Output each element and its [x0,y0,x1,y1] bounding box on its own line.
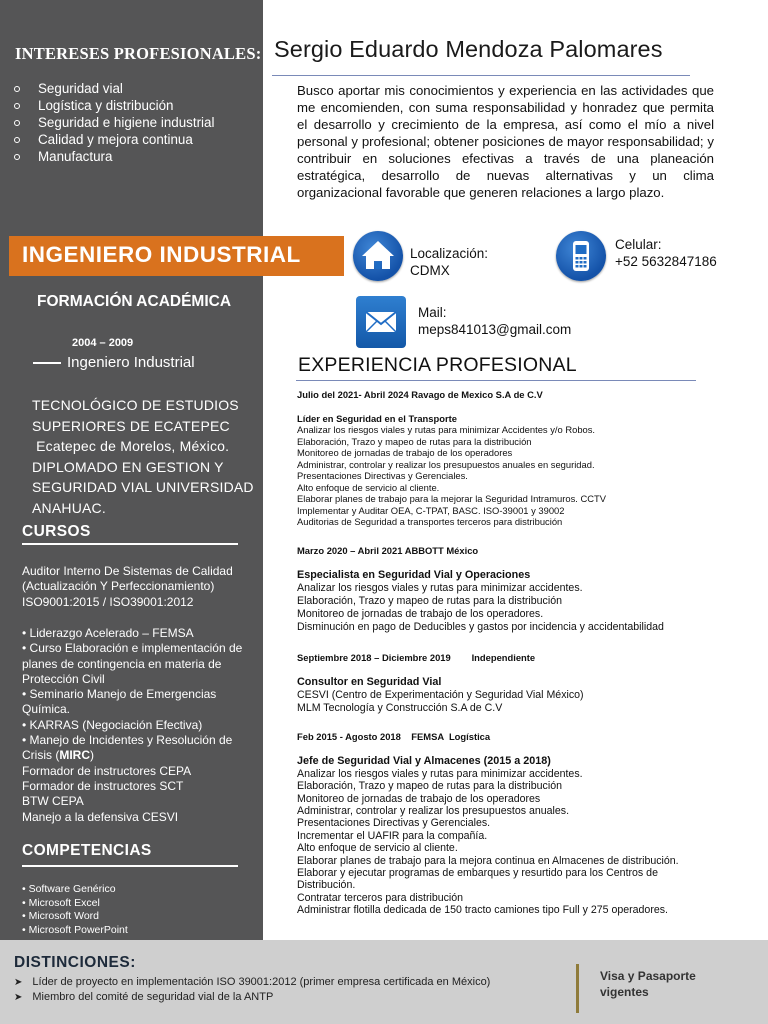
courses-title: CURSOS [22,523,91,540]
duty-item: Analizar los riesgos viales y rutas para minimizar accidentes. [297,582,583,594]
envelope-icon [356,296,406,348]
duty-item: Elaboración, Trazo y mapeo de rutas para la distribución [297,435,532,447]
circle-bullet-icon [14,103,20,109]
duty-item: Presentaciones Directivas y Gerenciales. [297,470,468,481]
list-item: Manejo a la defensiva CESVI [22,809,179,824]
list-item: Formador de instructores SCT [22,778,184,793]
visa-note: Visa y Pasaporte vigentes [600,969,696,999]
job-period: Septiembre 2018 – Diciembre 2019 Independiente [297,652,536,663]
job-role: Especialista en Seguridad Vial y Operaciones [297,569,531,581]
list-item: • Manejo de Incidentes y Resolución de Crisis (MIRC) [22,733,233,763]
list-item: Formador de instructores CEPA [22,763,192,778]
competencies-divider [22,865,238,867]
vertical-divider [576,964,579,1013]
competencies-title: COMPETENCIAS [22,842,152,859]
list-item: • Microsoft Word [22,910,99,922]
duty-item: Elaborar planes de trabajo para la mejorar la Seguridad Intramuros. CCTV [297,493,607,504]
education-years: 2004 – 2009 [72,337,134,349]
list-item: Calidad y mejora continua [14,131,214,148]
mail-value[interactable]: meps841013@gmail.com [418,322,572,337]
location-label: Localización: [410,246,489,261]
courses-intro: Auditor Interno De Sistemas de Calidad (Actualización Y Perfeccionamiento) ISO9001:2015 / ISO39001:2012 [22,564,233,609]
duty-item: Monitoreo de jornadas de trabajo de los operadores [297,447,513,458]
phone-label: Celular: [615,237,662,252]
list-item: • Microsoft Excel [22,896,100,909]
job-period: Feb 2015 - Agosto 2018 FEMSA Logística [297,731,491,742]
phone-value: +52 5632847186 [615,254,717,269]
list-item: • Curso Elaboración e implementación de planes de contingencia en materia de Protección Civil [22,641,243,686]
name-divider [272,75,690,76]
circle-bullet-icon [14,137,20,143]
duty-item: Incrementar el UAFIR para la compañía. [297,829,488,842]
duty-item: Analizar los riesgos viales y rutas para minimizar Accidentes y/o Robos. [297,424,596,435]
duty-item: Elaboración, Trazo y mapeo de rutas para la distribución [297,780,562,793]
distinctions-band [0,940,768,1024]
courses-list [22,626,257,825]
education-school: TECNOLÓGICO DE ESTUDIOS SUPERIORES DE ECATEPEC Ecatepec de Morelos, México. DIPLOMADO EN GESTION Y SEGURIDAD VIAL UNIVERSIDAD ANAHUAC. [32,397,254,516]
experience-entry [297,389,727,528]
experience-divider [296,380,696,381]
duty-item: Auditorias de Seguridad a transportes terceros para distribución [297,516,563,527]
duty-item: Implementar y Auditar OEA, C-TPAT, BASC. ISO-39001 y 39002 [297,504,565,516]
list-item: • Liderazgo Acelerado – FEMSA [22,626,194,640]
education-degree: Ingeniero Industrial [67,354,195,371]
duty-item: Elaborar y ejecutar programas de embarques y resurtido para los Centros de Distribución. [297,867,658,892]
sidebar [0,0,263,940]
duty-item: Administrar flotilla dedicada de 150 tracto camiones tipo Full y 275 operadores. [297,904,668,917]
list-item: • Microsoft PowerPoint [22,923,128,936]
list-item: • Seminario Manejo de Emergencias Química. [22,687,217,717]
arrow-bullet-icon: ➤ [14,977,23,988]
duty-item: Alto enfoque de servicio al cliente. [297,842,458,855]
candidate-name: Sergio Eduardo Mendoza Palomares [274,36,663,62]
duty-item: Administrar, controlar y realizar los presupuestos anuales. [297,805,570,818]
duty-item: Elaboración, Trazo y mapeo de rutas para la distribución [297,595,562,607]
list-item: ➤ Líder de proyecto en implementación ISO 39001:2012 (primer empresa certificada en México) [14,976,491,988]
circle-bullet-icon [14,154,20,160]
distinctions-title: DISTINCIONES: [14,954,136,971]
list-item: ➤ Miembro del comité de seguridad vial de la ANTP [14,991,274,1003]
job-period: Julio del 2021- Abril 2024 Ravago de Mexico S.A de C.V [297,389,543,400]
circle-bullet-icon [14,120,20,126]
experience-entry [297,731,727,917]
courses-divider [22,543,238,545]
education-title: FORMACIÓN ACADÉMICA [37,293,232,310]
mail-label: Mail: [418,305,447,320]
house-icon [353,231,403,281]
duty-item: Monitoreo de jornadas de trabajo de los operadores [297,792,541,805]
duty-item: MLM Tecnología y Construcción S.A de C.V [297,702,503,714]
duty-item: Monitoreo de jornadas de trabajo de los operadores. [297,608,544,620]
arrow-bullet-icon: ➤ [14,992,23,1003]
experience-title: EXPERIENCIA PROFESIONAL [298,354,577,376]
list-item: BTW CEPA [22,794,84,809]
competencies-list [22,883,128,937]
list-item: Manufactura [14,148,214,165]
profession-banner: INGENIERO INDUSTRIAL [9,236,344,276]
objective-paragraph: Busco aportar mis conocimientos y experiencia en las actividades que me encomienden, con suma responsabilidad y honradez que permita el desarrollo y crecimiento de la empresa, así como el mío a nivel personal y profesional; obtener posiciones de mayor responsabilidad; y contribuir en soluciones efectivas a través de una planeación estratégica, desarrollo de nuevas alternativas y un clima organizacional favorable que generen relaciones a largo plazo. [297,83,714,200]
job-period: Marzo 2020 – Abril 2021 ABBOTT México [297,545,479,556]
duty-item: Contratar terceros para distribución [297,891,464,904]
experience-entry [297,651,727,715]
list-item: • KARRAS (Negociación Efectiva) [22,717,203,732]
list-item: Logística y distribución [14,97,214,114]
duty-item: Disminución en pago de Deducibles y gastos por incidencia y accidentabilidad [297,621,664,633]
duty-item: CESVI (Centro de Experimentación y Seguridad Vial México) [297,689,584,701]
duty-item: Administrar, controlar y realizar los presupuestos anuales en seguridad. [297,458,595,470]
duty-item: Presentaciones Directivas y Gerenciales. [297,817,491,830]
duty-item: Analizar los riesgos viales y rutas para minimizar accidentes. [297,767,583,780]
list-item: Seguridad vial [14,80,214,97]
location-value: CDMX [410,263,450,278]
list-item: Seguridad e higiene industrial [14,114,214,131]
job-role: Líder en Seguridad en el Transporte [297,412,457,424]
distinctions-list [14,975,490,1005]
list-item: • Software Genérico [22,883,116,895]
circle-bullet-icon [14,86,20,92]
interests-list [14,80,214,165]
duty-item: Elaborar planes de trabajo para la mejora continua en Almacenes de distribución. [297,854,679,867]
interests-title: INTERESES PROFESIONALES: [15,44,262,63]
duty-item: Alto enfoque de servicio al cliente. [297,481,440,493]
job-role: Consultor en Seguridad Vial [297,676,442,688]
mobile-phone-icon [556,231,606,281]
job-role: Jefe de Seguridad Vial y Almacenes (2015 a 2018) [297,755,551,768]
experience-entry [297,544,727,634]
education-dash [33,362,61,364]
